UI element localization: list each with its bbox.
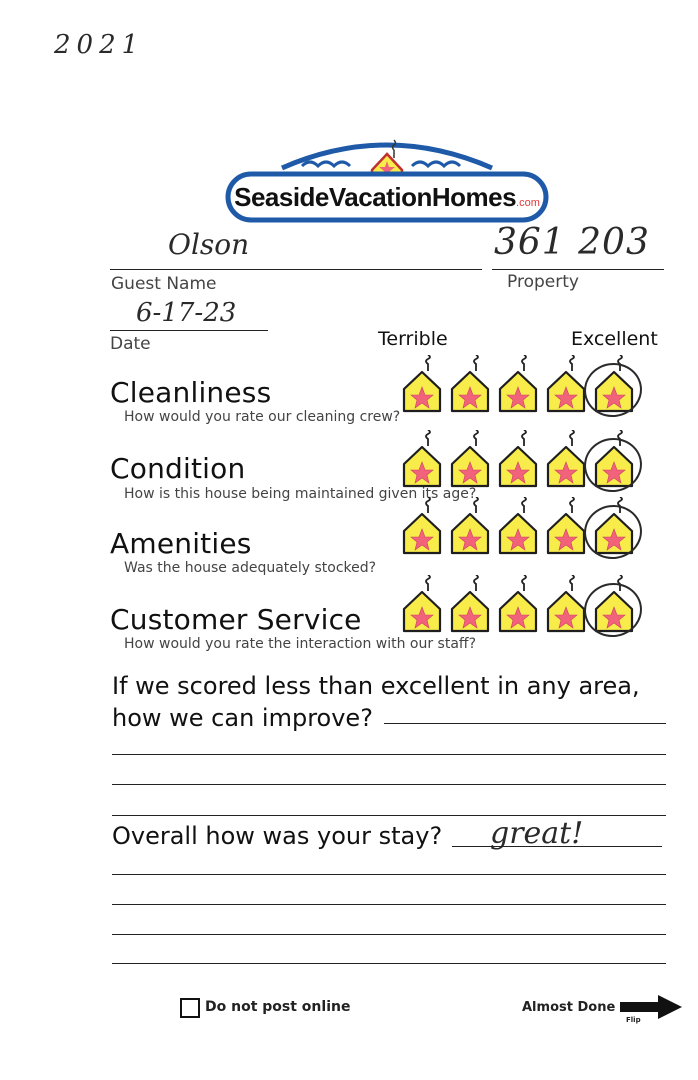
house-rating-icon[interactable] bbox=[544, 430, 588, 490]
overall-extra-line-1[interactable] bbox=[112, 874, 666, 875]
overall-question: Overall how was your stay? bbox=[112, 822, 443, 850]
scale-high-label: Excellent bbox=[571, 328, 658, 350]
house-rating-icon[interactable] bbox=[496, 497, 540, 557]
guest-name-value: Olson bbox=[168, 228, 250, 261]
scale-low-label: Terrible bbox=[378, 328, 448, 350]
house-rating-icon[interactable] bbox=[544, 355, 588, 415]
logo-name: SeasideVacationHomes bbox=[234, 182, 517, 212]
property-value: 361 203 bbox=[494, 222, 650, 263]
category-subtitle-customer-service: How would you rate the interaction with our staff? bbox=[124, 636, 476, 652]
house-rating-icon[interactable] bbox=[544, 575, 588, 635]
guest-name-underline bbox=[110, 269, 482, 270]
almost-done-label: Almost Done bbox=[522, 1000, 616, 1015]
rating-row-condition[interactable] bbox=[400, 430, 640, 490]
overall-extra-line-2[interactable] bbox=[112, 904, 666, 905]
company-logo bbox=[222, 130, 552, 225]
house-rating-icon[interactable] bbox=[448, 497, 492, 557]
house-rating-icon[interactable] bbox=[448, 575, 492, 635]
house-rating-icon[interactable] bbox=[544, 497, 588, 557]
rating-row-amenities[interactable] bbox=[400, 497, 640, 557]
category-title-amenities: Amenities bbox=[110, 527, 252, 560]
improve-answer-line-2[interactable] bbox=[112, 754, 666, 755]
overall-answer-line[interactable] bbox=[452, 846, 662, 847]
improve-answer-line-1[interactable] bbox=[384, 723, 666, 724]
house-rating-icon[interactable] bbox=[400, 575, 444, 635]
improve-question-line1: If we scored less than excellent in any area, bbox=[112, 672, 640, 700]
overall-extra-line-3[interactable] bbox=[112, 934, 666, 935]
house-rating-icon[interactable] bbox=[448, 355, 492, 415]
overall-answer: great! bbox=[490, 816, 584, 851]
category-subtitle-amenities: Was the house adequately stocked? bbox=[124, 560, 377, 576]
overall-extra-line-4[interactable] bbox=[112, 963, 666, 964]
house-rating-icon[interactable] bbox=[400, 430, 444, 490]
date-underline bbox=[110, 330, 268, 331]
property-label: Property bbox=[507, 272, 579, 292]
house-rating-icon[interactable] bbox=[448, 430, 492, 490]
improve-answer-line-3[interactable] bbox=[112, 784, 666, 785]
logo-suffix: .com bbox=[516, 197, 540, 209]
year-note: 2021 bbox=[54, 30, 145, 60]
house-rating-icon[interactable] bbox=[496, 430, 540, 490]
date-label: Date bbox=[110, 334, 151, 354]
category-title-condition: Condition bbox=[110, 452, 246, 485]
property-underline bbox=[492, 269, 664, 270]
house-rating-icon[interactable] bbox=[496, 575, 540, 635]
rating-row-cleanliness[interactable] bbox=[400, 355, 640, 415]
do-not-post-checkbox[interactable] bbox=[180, 998, 200, 1018]
category-subtitle-cleanliness: How would you rate our cleaning crew? bbox=[124, 409, 401, 425]
improve-question-line2: how we can improve? bbox=[112, 704, 373, 732]
guest-name-label: Guest Name bbox=[111, 274, 217, 294]
flip-label: Flip bbox=[626, 1016, 641, 1024]
do-not-post-label: Do not post online bbox=[205, 999, 351, 1015]
category-title-customer-service: Customer Service bbox=[110, 603, 362, 636]
house-rating-icon[interactable] bbox=[400, 355, 444, 415]
category-title-cleanliness: Cleanliness bbox=[110, 376, 272, 409]
rating-row-customer-service[interactable] bbox=[400, 575, 640, 635]
category-subtitle-condition: How is this house being maintained given its age? bbox=[124, 486, 477, 502]
house-rating-icon[interactable] bbox=[496, 355, 540, 415]
date-value: 6-17-23 bbox=[136, 298, 237, 328]
house-rating-icon[interactable] bbox=[400, 497, 444, 557]
logo-text bbox=[222, 182, 552, 213]
